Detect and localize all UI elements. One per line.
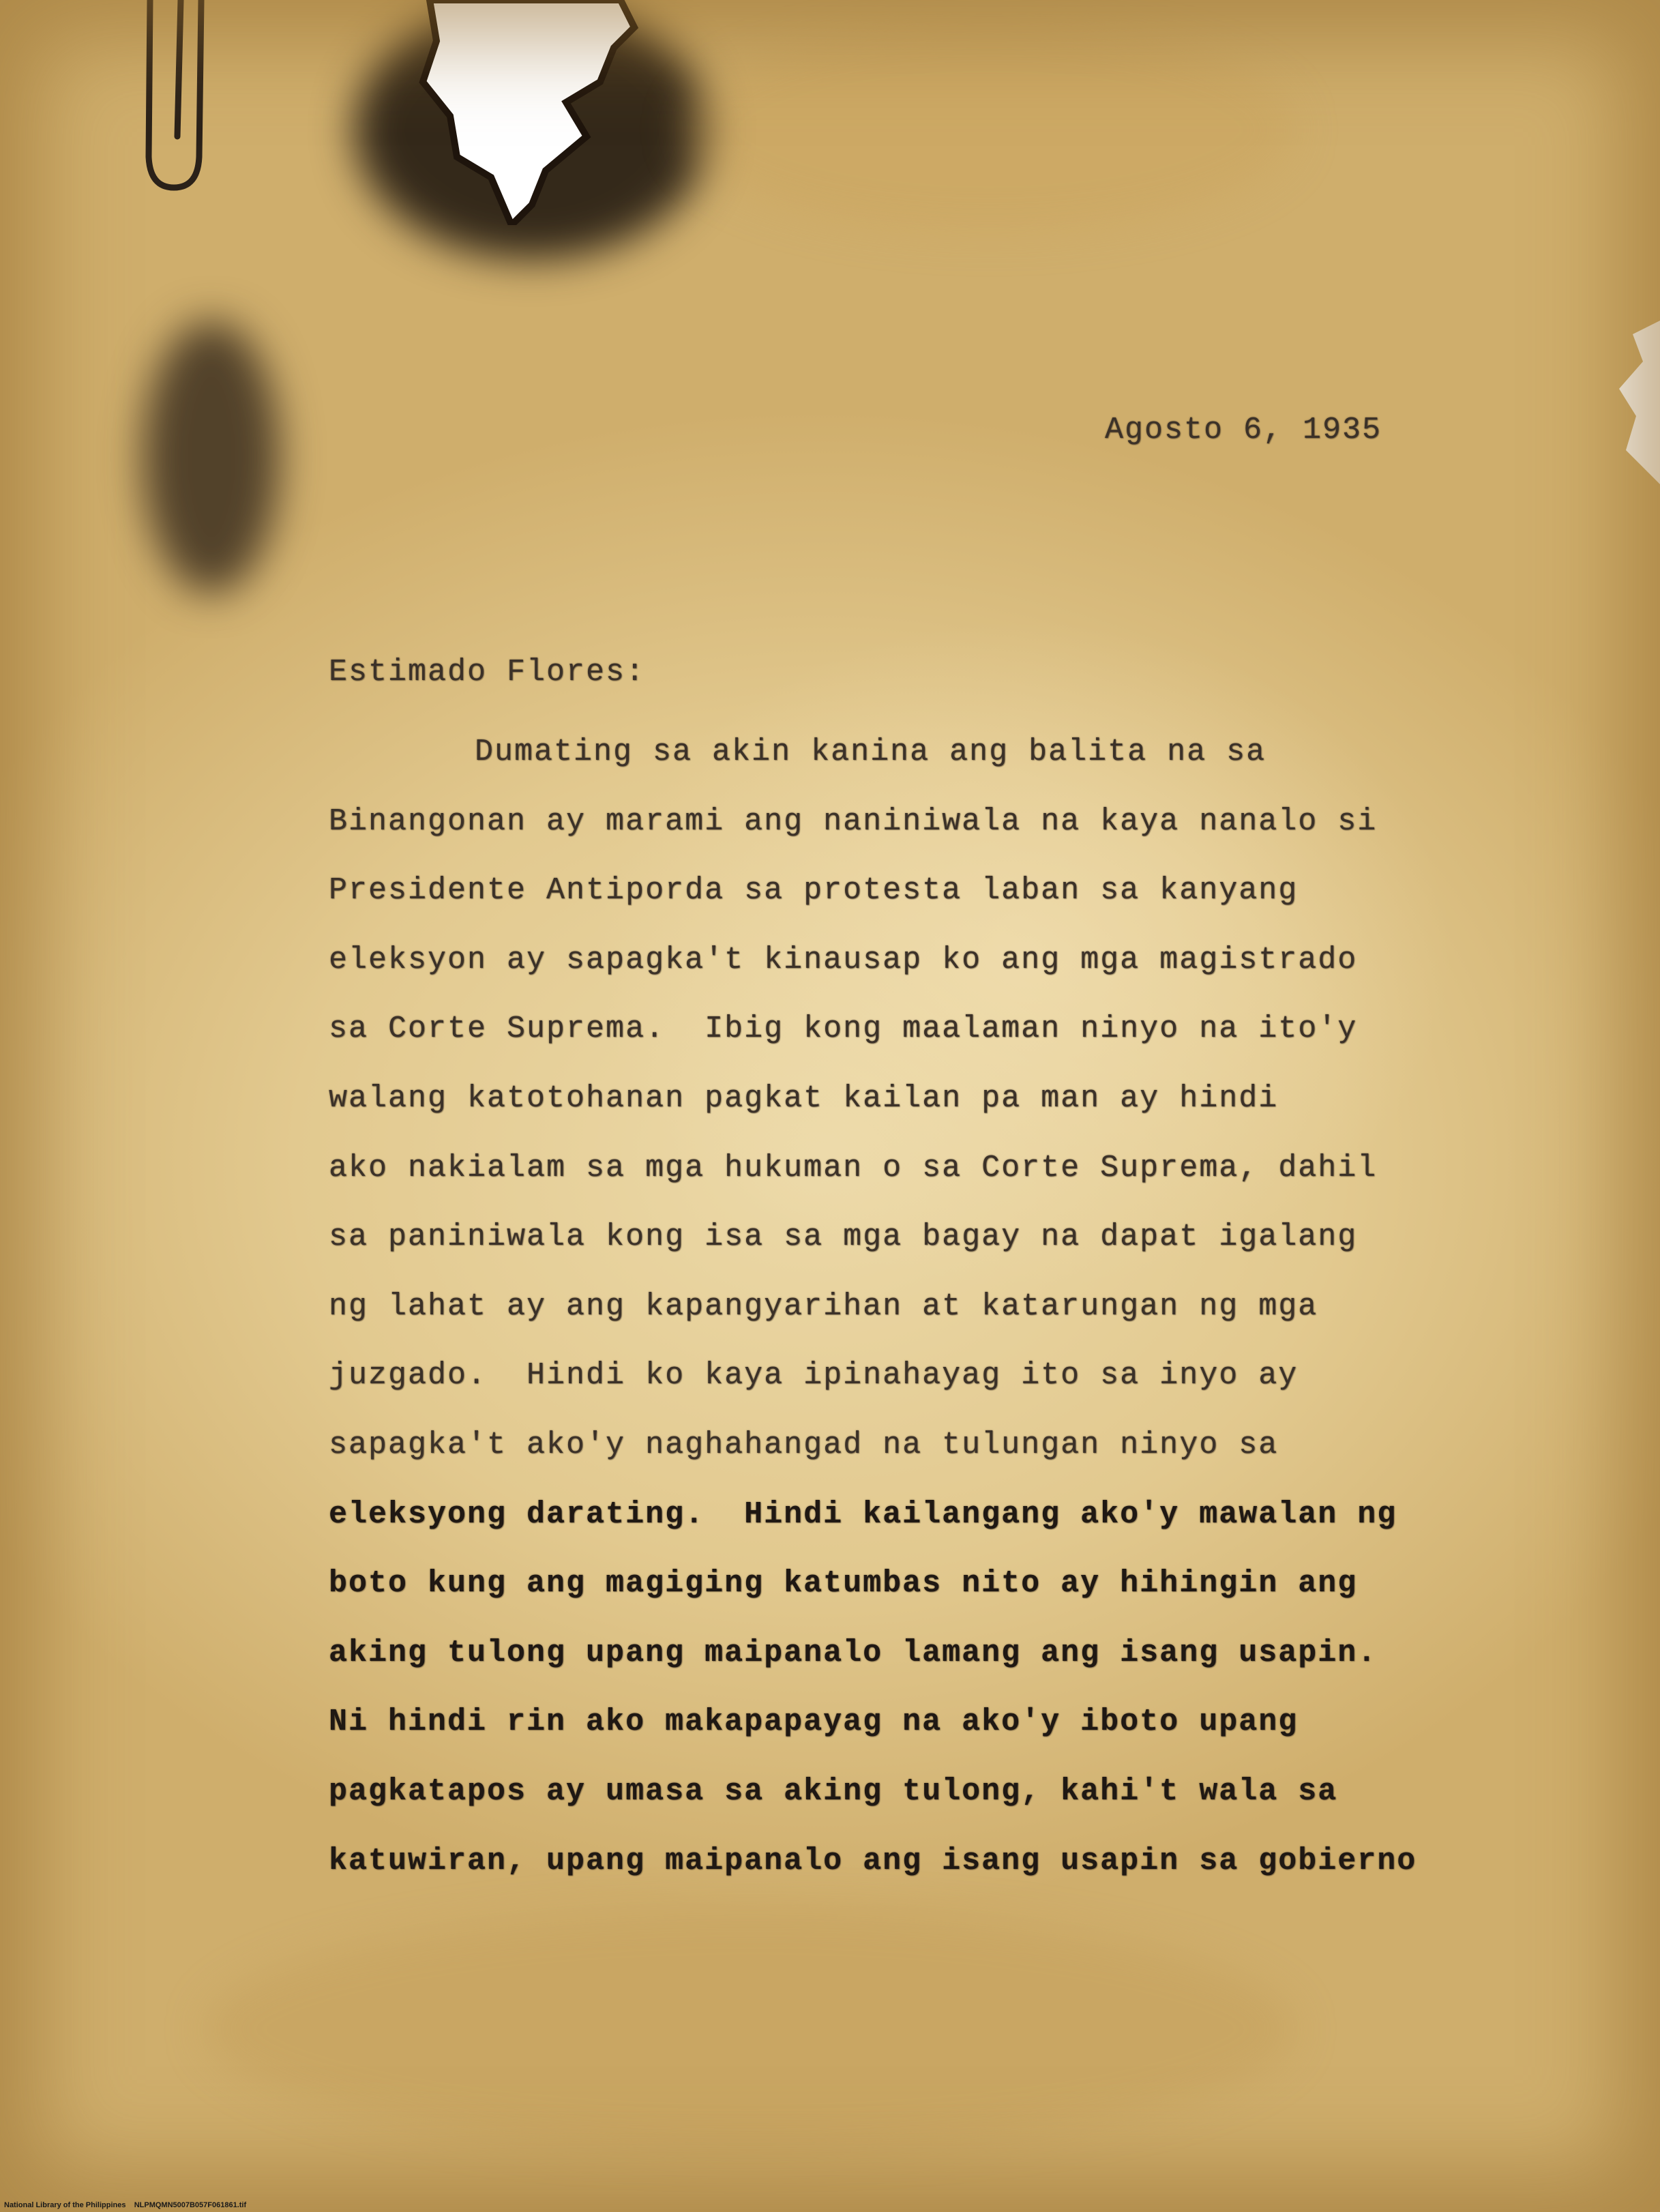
- water-stain-bottom: [205, 1910, 1296, 2149]
- smudge-stain-left: [143, 321, 280, 593]
- body-line: sa Corte Suprema. Ibig kong maalaman ninyo na ito'y: [329, 1012, 1358, 1047]
- body-line: ako nakialam sa mga hukuman o sa Corte Suprema, dahil: [329, 1150, 1378, 1185]
- body-line: aking tulong upang maipanalo lamang ang isang usapin.: [329, 1635, 1378, 1670]
- torn-edge: [1605, 321, 1660, 484]
- body-line: eleksyong darating. Hindi kailangang ako'y mawalan ng: [329, 1496, 1397, 1532]
- body-line: pagkatapos ay umasa sa aking tulong, kahi't wala sa: [329, 1773, 1338, 1809]
- body-line: sa paniniwala kong isa sa mga bagay na dapat igalang: [329, 1220, 1358, 1255]
- archive-caption: National Library of the Philippines NLPMQMN5007B057F061861.tif: [4, 2201, 247, 2209]
- body-line: Binangonan ay marami ang naniniwala na kaya nanalo si: [329, 803, 1378, 839]
- body-line: Ni hindi rin ako makapapayag na ako'y iboto upang: [329, 1705, 1299, 1740]
- body-line: eleksyon ay sapagka't kinausap ko ang mga magistrado: [329, 942, 1358, 977]
- letter-salutation: Estimado Flores:: [329, 655, 646, 690]
- water-stain-top: [682, 27, 1296, 232]
- body-line: boto kung ang magiging katumbas nito ay hihingin ang: [329, 1566, 1358, 1602]
- paperclip-mark: [136, 0, 232, 198]
- body-line: katuwiran, upang maipanalo ang isang usapin sa gobierno: [329, 1843, 1417, 1878]
- body-line: sapagka't ako'y naghahangad na tulungan ninyo sa: [329, 1427, 1279, 1462]
- body-line: Presidente Antiporda sa protesta laban sa kanyang: [329, 873, 1299, 909]
- letter-body: [329, 722, 1529, 1900]
- letter-date: Agosto 6, 1935: [1105, 413, 1382, 447]
- body-line: juzgado. Hindi ko kaya ipinahayag ito sa inyo ay: [329, 1358, 1299, 1393]
- body-line: Dumating sa akin kanina ang balita na sa: [475, 735, 1266, 769]
- body-line: walang katotohanan pagkat kailan pa man ay hindi: [329, 1080, 1279, 1116]
- burn-hole: [409, 0, 662, 225]
- body-line: ng lahat ay ang kapangyarihan at katarungan ng mga: [329, 1288, 1318, 1324]
